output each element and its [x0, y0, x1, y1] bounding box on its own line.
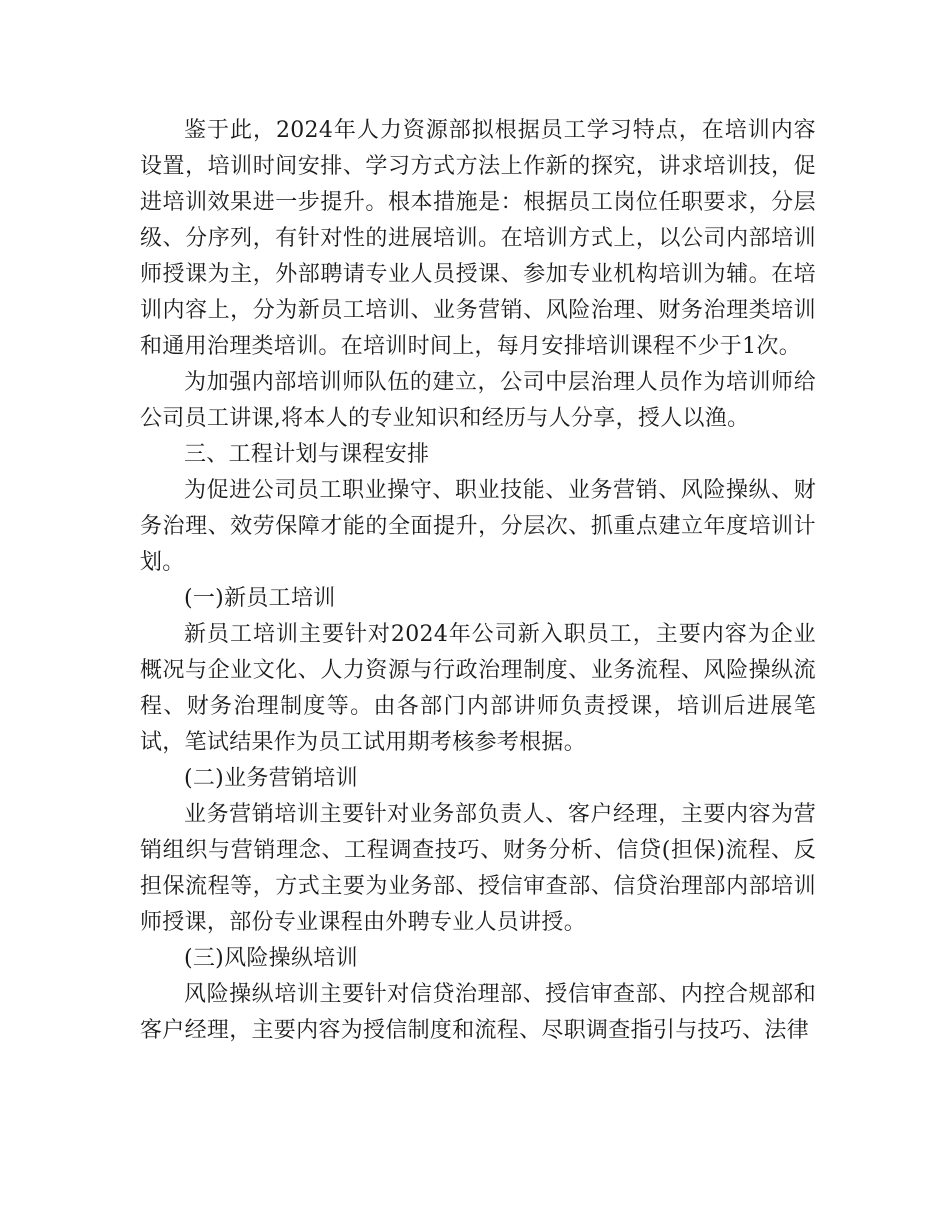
paragraph-risk-control: 风险操纵培训主要针对信贷治理部、授信审查部、内控合规部和客户经理，主要内容为授信制度和流程、尽职调查指引与技巧、法律 [140, 982, 816, 1043]
paragraph-new-employee: 新员工培训主要针对2024年公司新入职员工，主要内容为企业概况与企业文化、人力资源与行政治理制度、业务流程、风险操纵流程、财务治理制度等。由各部门内部讲师负责授课，培训后进展笔试，笔试结果作为员工试用期考核参考根据。 [140, 622, 816, 755]
subheading-risk-control: (三)风险操纵培训 [184, 946, 358, 971]
paragraph-training-strategy: 鉴于此，2024年人力资源部拟根据员工学习特点，在培训内容设置，培训时间安排、学习方式方法上作新的探究，讲求培训技，促进培训效果进一步提升。根本措施是：根据员工岗位任职要求，分层级、分序列，有针对性的进展培训。在培训方式上，以公司内部培训师授课为主，外部聘请专业人员授课、参加专业机构培训为辅。在培训内容上，分为新员工培训、业务营销、风险治理、财务治理类培训和通用治理类培训。在培训时间上，每月安排培训课程不少于1次。 [140, 118, 816, 359]
paragraph-plan-intro: 为促进公司员工职业操守、职业技能、业务营销、风险操纵、财务治理、效劳保障才能的全面提升，分层次、抓重点建立年度培训计划。 [140, 478, 816, 575]
subheading-new-employee: (一)新员工培训 [184, 586, 336, 611]
paragraph-internal-trainers: 为加强内部培训师队伍的建立，公司中层治理人员作为培训师给公司员工讲课,将本人的专业知识和经历与人分享，授人以渔。 [140, 370, 816, 431]
document-body [140, 113, 816, 1049]
section-heading-plan: 三、工程计划与课程安排 [184, 442, 430, 467]
paragraph-marketing: 业务营销培训主要针对业务部负责人、客户经理，主要内容为营销组织与营销理念、工程调查技巧、财务分析、信贷(担保)流程、反担保流程等，方式主要为业务部、授信审查部、信贷治理部内部培训师授课，部份专业课程由外聘专业人员讲授。 [140, 802, 816, 935]
subheading-marketing: (二)业务营销培训 [184, 766, 358, 791]
